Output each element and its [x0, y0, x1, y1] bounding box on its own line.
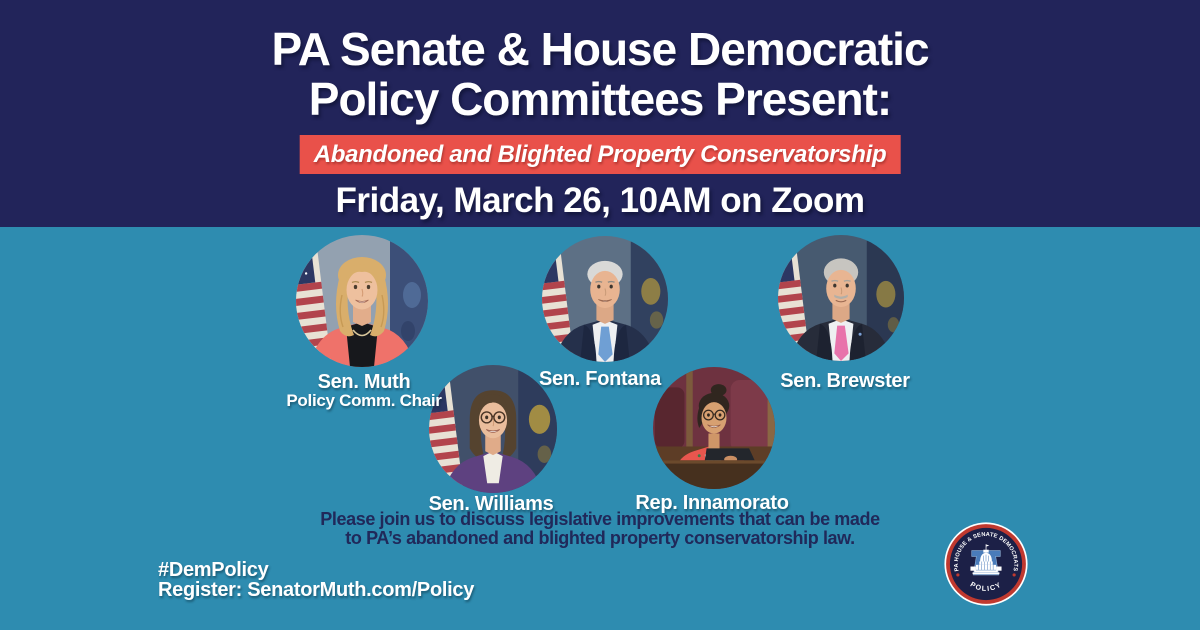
caption-brewster	[780, 371, 910, 391]
speaker-subtitle: Policy Comm. Chair	[286, 391, 442, 410]
speaker-name: Sen. Fontana	[539, 368, 661, 390]
speaker-photo-fontana	[542, 236, 668, 362]
header-band	[0, 0, 1200, 227]
speaker-photo-brewster	[778, 235, 904, 361]
logo-arc-text: PA HOUSE & SENATE DEMOCRATS	[953, 531, 1019, 572]
title-line1: PA Senate & House Democratic	[271, 23, 929, 75]
speaker-name: Sen. Williams	[428, 493, 554, 515]
speaker-name: Sen. Muth	[317, 371, 411, 393]
speaker-photo-williams	[429, 365, 557, 493]
portrait-fontana-illustration	[542, 236, 668, 362]
logo-bottom-text: POLICY	[968, 580, 1004, 594]
policy-committee-badge	[944, 522, 1028, 606]
description-line1: Please join us to discuss legislative improvements that can be made	[320, 509, 880, 529]
logo-right-dot	[1013, 573, 1016, 576]
hashtag: #DemPolicy	[158, 559, 269, 581]
policy-committee-logo	[944, 522, 1028, 606]
speaker-name: Sen. Brewster	[780, 370, 910, 392]
topic-banner-text: Abandoned and Blighted Property Conservatorship	[313, 140, 887, 168]
portrait-muth-illustration	[296, 235, 428, 367]
speaker-photo-innamorato	[653, 367, 775, 489]
event-datetime: Friday, March 26, 10AM on Zoom	[335, 181, 865, 220]
caption-muth	[286, 372, 441, 410]
footer-text	[158, 561, 474, 600]
speaker-name: Rep. Innamorato	[635, 492, 789, 514]
caption-fontana	[539, 369, 661, 389]
portrait-brewster-illustration	[778, 235, 904, 361]
speaker-photo-muth	[296, 235, 428, 367]
portrait-innamorato-illustration	[653, 367, 775, 489]
page-title	[0, 24, 1200, 124]
description-line2: to PA’s abandoned and blighted property conservatorship law.	[345, 528, 855, 548]
logo-left-dot	[956, 573, 959, 576]
register-url: Register: SenatorMuth.com/Policy	[158, 578, 475, 601]
portrait-williams-illustration	[429, 365, 557, 493]
title-line2: Policy Committees Present:	[308, 73, 892, 125]
topic-banner	[300, 135, 901, 174]
